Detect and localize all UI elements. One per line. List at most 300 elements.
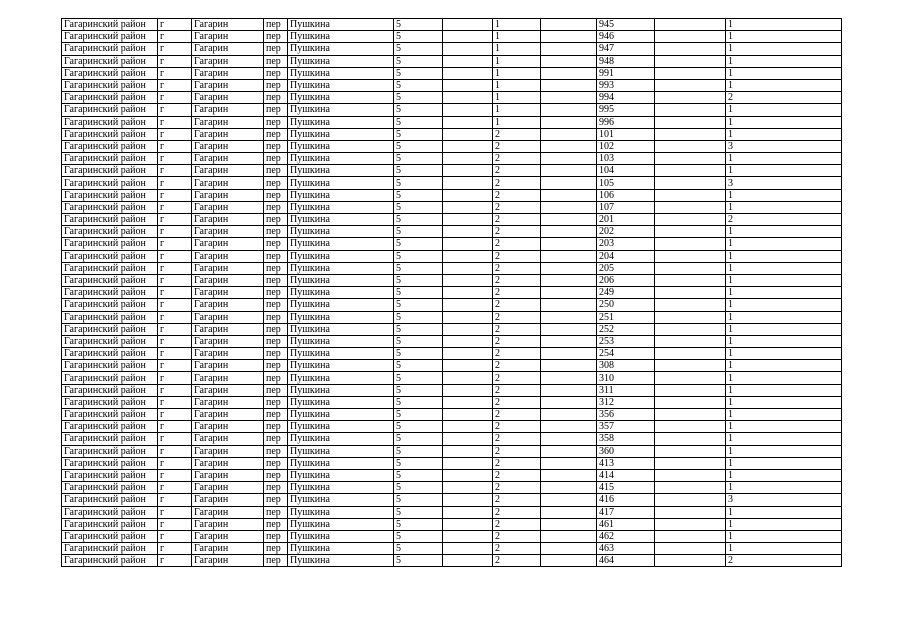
district-cell: Гагаринский район (62, 421, 158, 433)
district-cell: Гагаринский район (62, 189, 158, 201)
apartment-cell: 251 (597, 311, 655, 323)
building-cell (443, 396, 493, 408)
city-type-cell: г (158, 262, 192, 274)
floor-cell (541, 274, 597, 286)
count-cell: 1 (726, 262, 842, 274)
floor-cell (541, 469, 597, 481)
apartment-cell: 357 (597, 421, 655, 433)
building-cell (443, 43, 493, 55)
city-cell: Гагарин (192, 262, 264, 274)
section-cell: 1 (493, 116, 541, 128)
district-cell: Гагаринский район (62, 250, 158, 262)
house-cell: 5 (394, 116, 443, 128)
city-type-cell: г (158, 299, 192, 311)
city-type-cell: г (158, 79, 192, 91)
count-cell: 1 (726, 530, 842, 542)
floor-cell (541, 238, 597, 250)
city-type-cell: г (158, 518, 192, 530)
house-cell: 5 (394, 250, 443, 262)
table-row (62, 530, 842, 542)
section-cell: 2 (493, 482, 541, 494)
street-cell: Пушкина (288, 396, 394, 408)
street-cell: Пушкина (288, 226, 394, 238)
section-cell: 2 (493, 348, 541, 360)
city-type-cell: г (158, 433, 192, 445)
section-cell: 2 (493, 189, 541, 201)
street-type-cell: пер (264, 335, 288, 347)
section-cell: 2 (493, 177, 541, 189)
street-cell: Пушкина (288, 262, 394, 274)
building-cell (443, 104, 493, 116)
extra-cell (655, 530, 726, 542)
building-cell (443, 250, 493, 262)
section-cell: 2 (493, 421, 541, 433)
count-cell: 1 (726, 311, 842, 323)
floor-cell (541, 384, 597, 396)
district-cell: Гагаринский район (62, 445, 158, 457)
section-cell: 2 (493, 518, 541, 530)
city-type-cell: г (158, 92, 192, 104)
extra-cell (655, 214, 726, 226)
count-cell: 1 (726, 226, 842, 238)
section-cell: 2 (493, 409, 541, 421)
city-cell: Гагарин (192, 55, 264, 67)
district-cell: Гагаринский район (62, 55, 158, 67)
house-cell: 5 (394, 92, 443, 104)
extra-cell (655, 311, 726, 323)
house-cell: 5 (394, 421, 443, 433)
building-cell (443, 311, 493, 323)
city-cell: Гагарин (192, 177, 264, 189)
district-cell: Гагаринский район (62, 299, 158, 311)
count-cell: 1 (726, 238, 842, 250)
section-cell: 2 (493, 530, 541, 542)
street-cell: Пушкина (288, 482, 394, 494)
count-cell: 1 (726, 348, 842, 360)
house-cell: 5 (394, 445, 443, 457)
district-cell: Гагаринский район (62, 274, 158, 286)
apartment-cell: 103 (597, 153, 655, 165)
building-cell (443, 238, 493, 250)
street-type-cell: пер (264, 469, 288, 481)
section-cell: 2 (493, 128, 541, 140)
city-cell: Гагарин (192, 421, 264, 433)
section-cell: 2 (493, 201, 541, 213)
city-cell: Гагарин (192, 116, 264, 128)
district-cell: Гагаринский район (62, 409, 158, 421)
building-cell (443, 299, 493, 311)
street-cell: Пушкина (288, 177, 394, 189)
count-cell: 1 (726, 396, 842, 408)
floor-cell (541, 177, 597, 189)
city-cell: Гагарин (192, 153, 264, 165)
city-type-cell: г (158, 323, 192, 335)
street-cell: Пушкина (288, 530, 394, 542)
table-row (62, 55, 842, 67)
city-type-cell: г (158, 189, 192, 201)
street-type-cell: пер (264, 494, 288, 506)
street-cell: Пушкина (288, 165, 394, 177)
extra-cell (655, 335, 726, 347)
city-type-cell: г (158, 384, 192, 396)
street-type-cell: пер (264, 226, 288, 238)
count-cell: 2 (726, 92, 842, 104)
floor-cell (541, 335, 597, 347)
district-cell: Гагаринский район (62, 348, 158, 360)
street-type-cell: пер (264, 128, 288, 140)
apartment-cell: 417 (597, 506, 655, 518)
street-type-cell: пер (264, 274, 288, 286)
street-cell: Пушкина (288, 311, 394, 323)
section-cell: 2 (493, 445, 541, 457)
street-cell: Пушкина (288, 43, 394, 55)
extra-cell (655, 323, 726, 335)
street-cell: Пушкина (288, 323, 394, 335)
table-row (62, 409, 842, 421)
extra-cell (655, 226, 726, 238)
district-cell: Гагаринский район (62, 116, 158, 128)
city-cell: Гагарин (192, 189, 264, 201)
building-cell (443, 543, 493, 555)
count-cell: 1 (726, 421, 842, 433)
floor-cell (541, 311, 597, 323)
apartment-cell: 249 (597, 287, 655, 299)
apartment-cell: 254 (597, 348, 655, 360)
street-cell: Пушкина (288, 92, 394, 104)
section-cell: 2 (493, 287, 541, 299)
house-cell: 5 (394, 43, 443, 55)
street-cell: Пушкина (288, 409, 394, 421)
table-row (62, 238, 842, 250)
count-cell: 1 (726, 323, 842, 335)
table-row (62, 421, 842, 433)
building-cell (443, 445, 493, 457)
extra-cell (655, 372, 726, 384)
street-cell: Пушкина (288, 19, 394, 31)
street-type-cell: пер (264, 238, 288, 250)
street-type-cell: пер (264, 482, 288, 494)
house-cell: 5 (394, 31, 443, 43)
extra-cell (655, 482, 726, 494)
count-cell: 1 (726, 31, 842, 43)
city-cell: Гагарин (192, 299, 264, 311)
street-type-cell: пер (264, 445, 288, 457)
table-row (62, 250, 842, 262)
district-cell: Гагаринский район (62, 19, 158, 31)
district-cell: Гагаринский район (62, 79, 158, 91)
city-type-cell: г (158, 360, 192, 372)
street-type-cell: пер (264, 348, 288, 360)
table-row (62, 360, 842, 372)
apartment-cell: 996 (597, 116, 655, 128)
house-cell: 5 (394, 555, 443, 567)
section-cell: 1 (493, 19, 541, 31)
street-cell: Пушкина (288, 506, 394, 518)
street-type-cell: пер (264, 457, 288, 469)
count-cell: 1 (726, 116, 842, 128)
street-cell: Пушкина (288, 153, 394, 165)
extra-cell (655, 409, 726, 421)
extra-cell (655, 518, 726, 530)
city-type-cell: г (158, 31, 192, 43)
apartment-cell: 201 (597, 214, 655, 226)
extra-cell (655, 469, 726, 481)
street-type-cell: пер (264, 299, 288, 311)
floor-cell (541, 104, 597, 116)
count-cell: 3 (726, 494, 842, 506)
district-cell: Гагаринский район (62, 153, 158, 165)
apartment-cell: 948 (597, 55, 655, 67)
section-cell: 2 (493, 555, 541, 567)
count-cell: 1 (726, 506, 842, 518)
building-cell (443, 506, 493, 518)
count-cell: 3 (726, 177, 842, 189)
extra-cell (655, 348, 726, 360)
city-type-cell: г (158, 287, 192, 299)
section-cell: 2 (493, 372, 541, 384)
count-cell: 1 (726, 55, 842, 67)
count-cell: 1 (726, 274, 842, 286)
building-cell (443, 19, 493, 31)
count-cell: 2 (726, 555, 842, 567)
city-type-cell: г (158, 55, 192, 67)
section-cell: 1 (493, 104, 541, 116)
city-cell: Гагарин (192, 506, 264, 518)
table-row (62, 482, 842, 494)
street-type-cell: пер (264, 287, 288, 299)
city-cell: Гагарин (192, 396, 264, 408)
city-type-cell: г (158, 128, 192, 140)
count-cell: 1 (726, 409, 842, 421)
city-type-cell: г (158, 116, 192, 128)
house-cell: 5 (394, 299, 443, 311)
district-cell: Гагаринский район (62, 214, 158, 226)
extra-cell (655, 92, 726, 104)
table-row (62, 396, 842, 408)
city-cell: Гагарин (192, 360, 264, 372)
building-cell (443, 31, 493, 43)
city-cell: Гагарин (192, 128, 264, 140)
apartment-cell: 252 (597, 323, 655, 335)
extra-cell (655, 421, 726, 433)
extra-cell (655, 506, 726, 518)
building-cell (443, 433, 493, 445)
extra-cell (655, 140, 726, 152)
section-cell: 2 (493, 469, 541, 481)
city-cell: Гагарин (192, 543, 264, 555)
apartment-cell: 994 (597, 92, 655, 104)
floor-cell (541, 494, 597, 506)
floor-cell (541, 360, 597, 372)
street-type-cell: пер (264, 384, 288, 396)
floor-cell (541, 116, 597, 128)
building-cell (443, 201, 493, 213)
city-type-cell: г (158, 177, 192, 189)
floor-cell (541, 323, 597, 335)
count-cell: 1 (726, 335, 842, 347)
street-type-cell: пер (264, 79, 288, 91)
section-cell: 1 (493, 31, 541, 43)
street-cell: Пушкина (288, 140, 394, 152)
apartment-cell: 105 (597, 177, 655, 189)
count-cell: 1 (726, 104, 842, 116)
count-cell: 1 (726, 518, 842, 530)
building-cell (443, 189, 493, 201)
street-cell: Пушкина (288, 299, 394, 311)
street-type-cell: пер (264, 165, 288, 177)
street-cell: Пушкина (288, 469, 394, 481)
city-type-cell: г (158, 214, 192, 226)
apartment-cell: 205 (597, 262, 655, 274)
house-cell: 5 (394, 214, 443, 226)
extra-cell (655, 384, 726, 396)
city-cell: Гагарин (192, 79, 264, 91)
street-type-cell: пер (264, 177, 288, 189)
table-row (62, 494, 842, 506)
extra-cell (655, 396, 726, 408)
extra-cell (655, 43, 726, 55)
section-cell: 2 (493, 506, 541, 518)
apartment-cell: 356 (597, 409, 655, 421)
section-cell: 2 (493, 274, 541, 286)
city-cell: Гагарин (192, 43, 264, 55)
building-cell (443, 128, 493, 140)
city-cell: Гагарин (192, 457, 264, 469)
extra-cell (655, 250, 726, 262)
building-cell (443, 323, 493, 335)
city-cell: Гагарин (192, 311, 264, 323)
floor-cell (541, 43, 597, 55)
district-cell: Гагаринский район (62, 177, 158, 189)
table-row (62, 311, 842, 323)
floor-cell (541, 250, 597, 262)
table-row (62, 469, 842, 481)
table-row (62, 177, 842, 189)
city-cell: Гагарин (192, 92, 264, 104)
district-cell: Гагаринский район (62, 457, 158, 469)
apartment-cell: 360 (597, 445, 655, 457)
city-type-cell: г (158, 469, 192, 481)
building-cell (443, 116, 493, 128)
house-cell: 5 (394, 335, 443, 347)
floor-cell (541, 457, 597, 469)
apartment-cell: 204 (597, 250, 655, 262)
district-cell: Гагаринский район (62, 201, 158, 213)
city-cell: Гагарин (192, 104, 264, 116)
apartment-cell: 101 (597, 128, 655, 140)
house-cell: 5 (394, 262, 443, 274)
count-cell: 1 (726, 67, 842, 79)
table-row (62, 226, 842, 238)
street-cell: Пушкина (288, 494, 394, 506)
district-cell: Гагаринский район (62, 140, 158, 152)
table-row (62, 299, 842, 311)
extra-cell (655, 201, 726, 213)
count-cell: 1 (726, 457, 842, 469)
floor-cell (541, 530, 597, 542)
city-type-cell: г (158, 494, 192, 506)
district-cell: Гагаринский район (62, 433, 158, 445)
floor-cell (541, 396, 597, 408)
street-type-cell: пер (264, 518, 288, 530)
section-cell: 2 (493, 238, 541, 250)
table-row (62, 433, 842, 445)
count-cell: 1 (726, 445, 842, 457)
extra-cell (655, 67, 726, 79)
house-cell: 5 (394, 19, 443, 31)
street-type-cell: пер (264, 43, 288, 55)
extra-cell (655, 457, 726, 469)
street-cell: Пушкина (288, 457, 394, 469)
city-cell: Гагарин (192, 433, 264, 445)
city-cell: Гагарин (192, 226, 264, 238)
floor-cell (541, 409, 597, 421)
building-cell (443, 262, 493, 274)
street-type-cell: пер (264, 530, 288, 542)
count-cell: 1 (726, 79, 842, 91)
apartment-cell: 203 (597, 238, 655, 250)
city-type-cell: г (158, 311, 192, 323)
table-row (62, 445, 842, 457)
city-type-cell: г (158, 226, 192, 238)
house-cell: 5 (394, 177, 443, 189)
street-cell: Пушкина (288, 104, 394, 116)
street-type-cell: пер (264, 506, 288, 518)
extra-cell (655, 445, 726, 457)
district-cell: Гагаринский район (62, 335, 158, 347)
district-cell: Гагаринский район (62, 92, 158, 104)
district-cell: Гагаринский район (62, 518, 158, 530)
section-cell: 2 (493, 153, 541, 165)
floor-cell (541, 445, 597, 457)
house-cell: 5 (394, 226, 443, 238)
table-row (62, 31, 842, 43)
section-cell: 2 (493, 457, 541, 469)
district-cell: Гагаринский район (62, 31, 158, 43)
street-cell: Пушкина (288, 214, 394, 226)
table-row (62, 384, 842, 396)
city-cell: Гагарин (192, 530, 264, 542)
district-cell: Гагаринский район (62, 372, 158, 384)
district-cell: Гагаринский район (62, 384, 158, 396)
city-type-cell: г (158, 201, 192, 213)
building-cell (443, 226, 493, 238)
city-type-cell: г (158, 421, 192, 433)
city-cell: Гагарин (192, 287, 264, 299)
district-cell: Гагаринский район (62, 506, 158, 518)
street-cell: Пушкина (288, 433, 394, 445)
street-cell: Пушкина (288, 55, 394, 67)
house-cell: 5 (394, 433, 443, 445)
apartment-cell: 206 (597, 274, 655, 286)
table-row (62, 128, 842, 140)
table-row (62, 67, 842, 79)
street-type-cell: пер (264, 250, 288, 262)
apartment-cell: 106 (597, 189, 655, 201)
city-cell: Гагарин (192, 201, 264, 213)
street-cell: Пушкина (288, 555, 394, 567)
city-type-cell: г (158, 43, 192, 55)
street-type-cell: пер (264, 153, 288, 165)
city-type-cell: г (158, 19, 192, 31)
extra-cell (655, 555, 726, 567)
floor-cell (541, 55, 597, 67)
district-cell: Гагаринский район (62, 238, 158, 250)
floor-cell (541, 555, 597, 567)
street-cell: Пушкина (288, 360, 394, 372)
building-cell (443, 79, 493, 91)
floor-cell (541, 165, 597, 177)
